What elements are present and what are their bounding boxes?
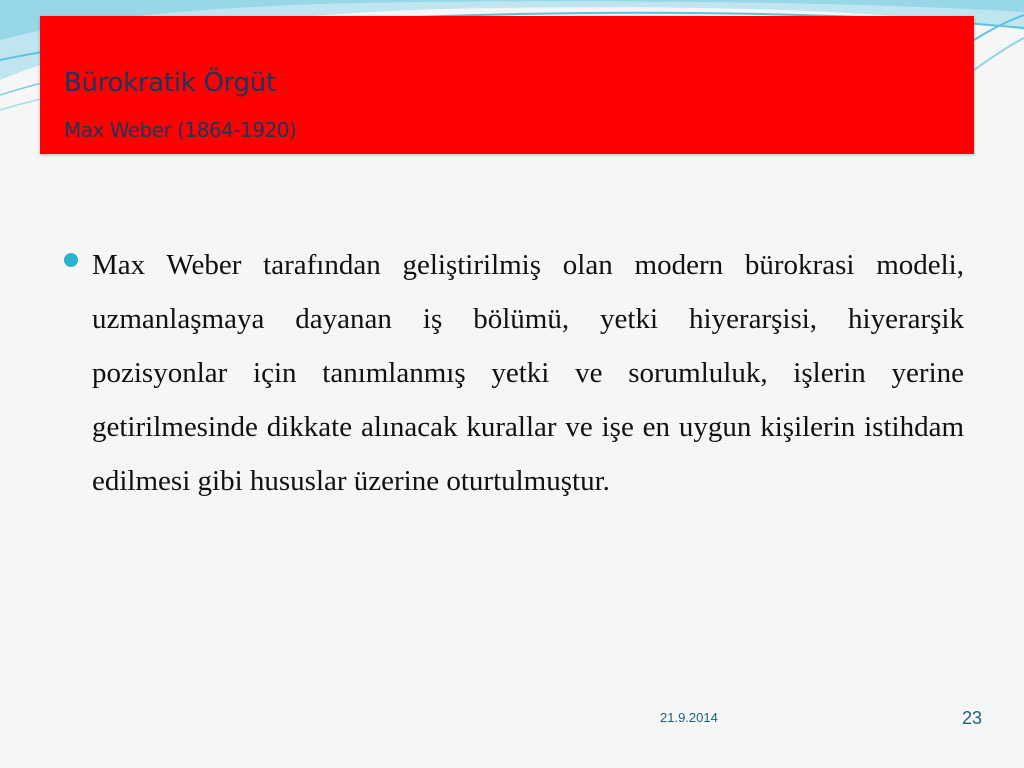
- slide-title: Bürokratik Örgüt: [64, 68, 276, 98]
- title-box: [40, 16, 974, 154]
- page-number: 23: [962, 708, 983, 728]
- bullet-item-text: Max Weber tarafından geliştirilmiş olan modern bürokrasi modeli, uzmanlaşmaya dayanan iş bölümü, yetki hiyerarşisi, hiyerarşik pozisyonlar için tanımlanmış yetki ve sorumluluk, işlerin yerine getirilmesinde dikkate alınacak kurallar ve işe en uygun kişilerin istihdam edilmesi gibi hususlar üzerine oturtulmuştur.: [92, 249, 964, 497]
- bullet-list: [64, 238, 964, 508]
- bullet-dot-icon: [64, 253, 78, 267]
- footer-date: 21.9.2014: [660, 710, 718, 725]
- slide-subtitle: Max Weber (1864-1920): [64, 118, 297, 142]
